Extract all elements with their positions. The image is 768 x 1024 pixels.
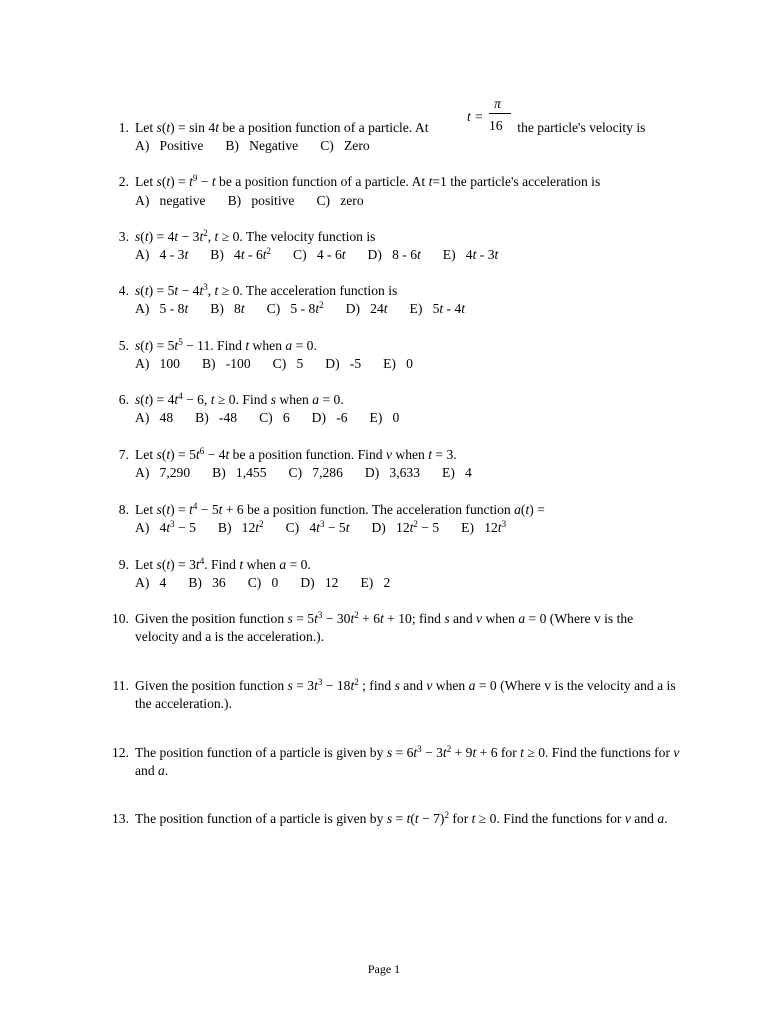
- answer-choice: E) 0: [383, 356, 413, 371]
- question-stem: Let $s(t) = t^9 - t$ be a position function of a particle. At t=1 the particle's acceleration is: [135, 173, 601, 189]
- answer-choices: [135, 246, 520, 264]
- answer-choice: B) -48: [195, 410, 238, 425]
- answer-choice: D) -5: [325, 356, 362, 371]
- answer-choice: D) 12: [300, 575, 339, 590]
- question-stem: The position function of a particle is given by $s = 6t^3 - 3t^2 + 9t + 6$ for t ≥ 0. Find the functions for v and a.: [135, 744, 680, 778]
- question-number: 5.: [118, 338, 129, 353]
- answer-choices: [135, 519, 528, 537]
- answer-choice: D) 3,633: [364, 465, 421, 480]
- question-number: 7.: [118, 447, 129, 462]
- answer-choice: A) Positive: [135, 138, 204, 153]
- answer-choice: E) 2: [360, 575, 391, 590]
- question-number: 3.: [118, 229, 129, 244]
- answer-choice: E) 4t - 3t: [442, 247, 499, 262]
- answer-choice: A) 4 - 3t: [135, 247, 189, 262]
- question-stem: Let s(t) = sin 4t be a position function of a particle. At the particle's velocity is: [135, 120, 646, 135]
- question-stem: Given the position function $s = 5t^3 - 30t^2 + 6t + 10$; find s and v when a = 0 (Where v is the velocity and a is the acceleration.).: [135, 610, 634, 644]
- answer-choice: B) 1,455: [212, 465, 267, 480]
- answer-choice: C) 6: [259, 410, 290, 425]
- answer-choices: [135, 574, 412, 592]
- question-number: 9.: [118, 557, 129, 572]
- question-stem: Given the position function $s = 3t^3 - 18t^2$ ; find s and v when a = 0 (Where v is the velocity and a is the acceleration.).: [135, 677, 676, 711]
- answer-choice: B) -100: [201, 356, 251, 371]
- answer-choice: A) 5 - 8t: [135, 301, 189, 316]
- page-footer: Page 1: [367, 962, 401, 976]
- answer-choice: C) $5 - 8t^2$: [266, 300, 324, 316]
- answer-choice: B) 36: [188, 575, 226, 590]
- fraction-denominator: 16: [489, 118, 503, 133]
- question-number: 4.: [118, 283, 129, 298]
- answer-choice: A) 7,290: [135, 465, 191, 480]
- answer-choice: C) 0: [247, 575, 279, 590]
- fraction-lhs: t =: [467, 109, 484, 124]
- question-number: 12.: [112, 745, 129, 760]
- question-stem: $s(t) = 4t - 3t^2$, t ≥ 0. The velocity function is: [135, 228, 376, 244]
- answer-choice: E) 4: [442, 465, 472, 480]
- question-number: 1.: [118, 120, 129, 135]
- answer-choice: C) 7,286: [288, 465, 343, 480]
- answer-choice: C) $4t^3 - 5t$: [285, 519, 350, 535]
- answer-choice: B) 8t: [210, 301, 245, 316]
- answer-choice: A) 48: [135, 410, 174, 425]
- answer-choice: C) 4 - 6t: [293, 247, 346, 262]
- answer-choice: E) 5t - 4t: [409, 301, 466, 316]
- answer-choices: [135, 137, 392, 155]
- question-number: 13.: [112, 811, 129, 826]
- answer-choice: A) 100: [135, 356, 180, 371]
- answer-choices: [135, 409, 421, 427]
- question-number: 2.: [118, 174, 129, 189]
- question-stem: Let $s(t) = 3t^4$. Find t when a = 0.: [135, 556, 311, 572]
- answer-choice: A) 4: [135, 575, 167, 590]
- fraction-numerator: π: [494, 96, 501, 111]
- question-stem: Let $s(t) = t^4 - 5t + 6$ be a position function. The acceleration function a(t) =: [135, 501, 545, 517]
- answer-choices: [135, 300, 487, 318]
- question-number: 8.: [118, 502, 129, 517]
- question-stem: $s(t) = 5t - 4t^3$, t ≥ 0. The acceleration function is: [135, 282, 398, 298]
- answer-choice: B) $4t - 6t^2$: [210, 246, 272, 262]
- answer-choice: B) $12t^2$: [217, 519, 264, 535]
- question-number: 11.: [112, 678, 129, 693]
- question-number: 10.: [112, 611, 129, 626]
- answer-choices: [135, 355, 435, 373]
- answer-choice: D) -6: [311, 410, 348, 425]
- answer-choice: E) $12t^3$: [461, 519, 507, 535]
- question-stem: $s(t) = 5t^5 - 11$. Find t when a = 0.: [135, 337, 317, 353]
- answer-choice: D) 24t: [345, 301, 388, 316]
- answer-choice: D) $12t^2 - 5$: [371, 519, 440, 535]
- answer-choice: B) Negative: [225, 138, 299, 153]
- answer-choices: [135, 192, 386, 210]
- answer-choice: C) 5: [272, 356, 304, 371]
- answer-choice: A) negative: [135, 193, 206, 208]
- answer-choice: C) Zero: [320, 138, 370, 153]
- answer-choice: A) $4t^3 - 5$: [135, 519, 196, 535]
- fraction-bar: [489, 113, 511, 114]
- question-stem: $s(t) = 4t^4 - 6$, t ≥ 0. Find s when a = 0.: [135, 391, 344, 407]
- answer-choice: D) 8 - 6t: [367, 247, 421, 262]
- answer-choice: B) positive: [227, 193, 295, 208]
- question-stem: The position function of a particle is given by $s = t(t - 7)^2$ for t ≥ 0. Find the functions for v and a.: [135, 810, 668, 826]
- question-stem: Let $s(t) = 5t^6 - 4t$ be a position function. Find v when t = 3.: [135, 446, 457, 462]
- answer-choices: [135, 464, 494, 482]
- answer-choice: E) 0: [369, 410, 400, 425]
- answer-choice: C) zero: [316, 193, 364, 208]
- question-number: 6.: [118, 392, 129, 407]
